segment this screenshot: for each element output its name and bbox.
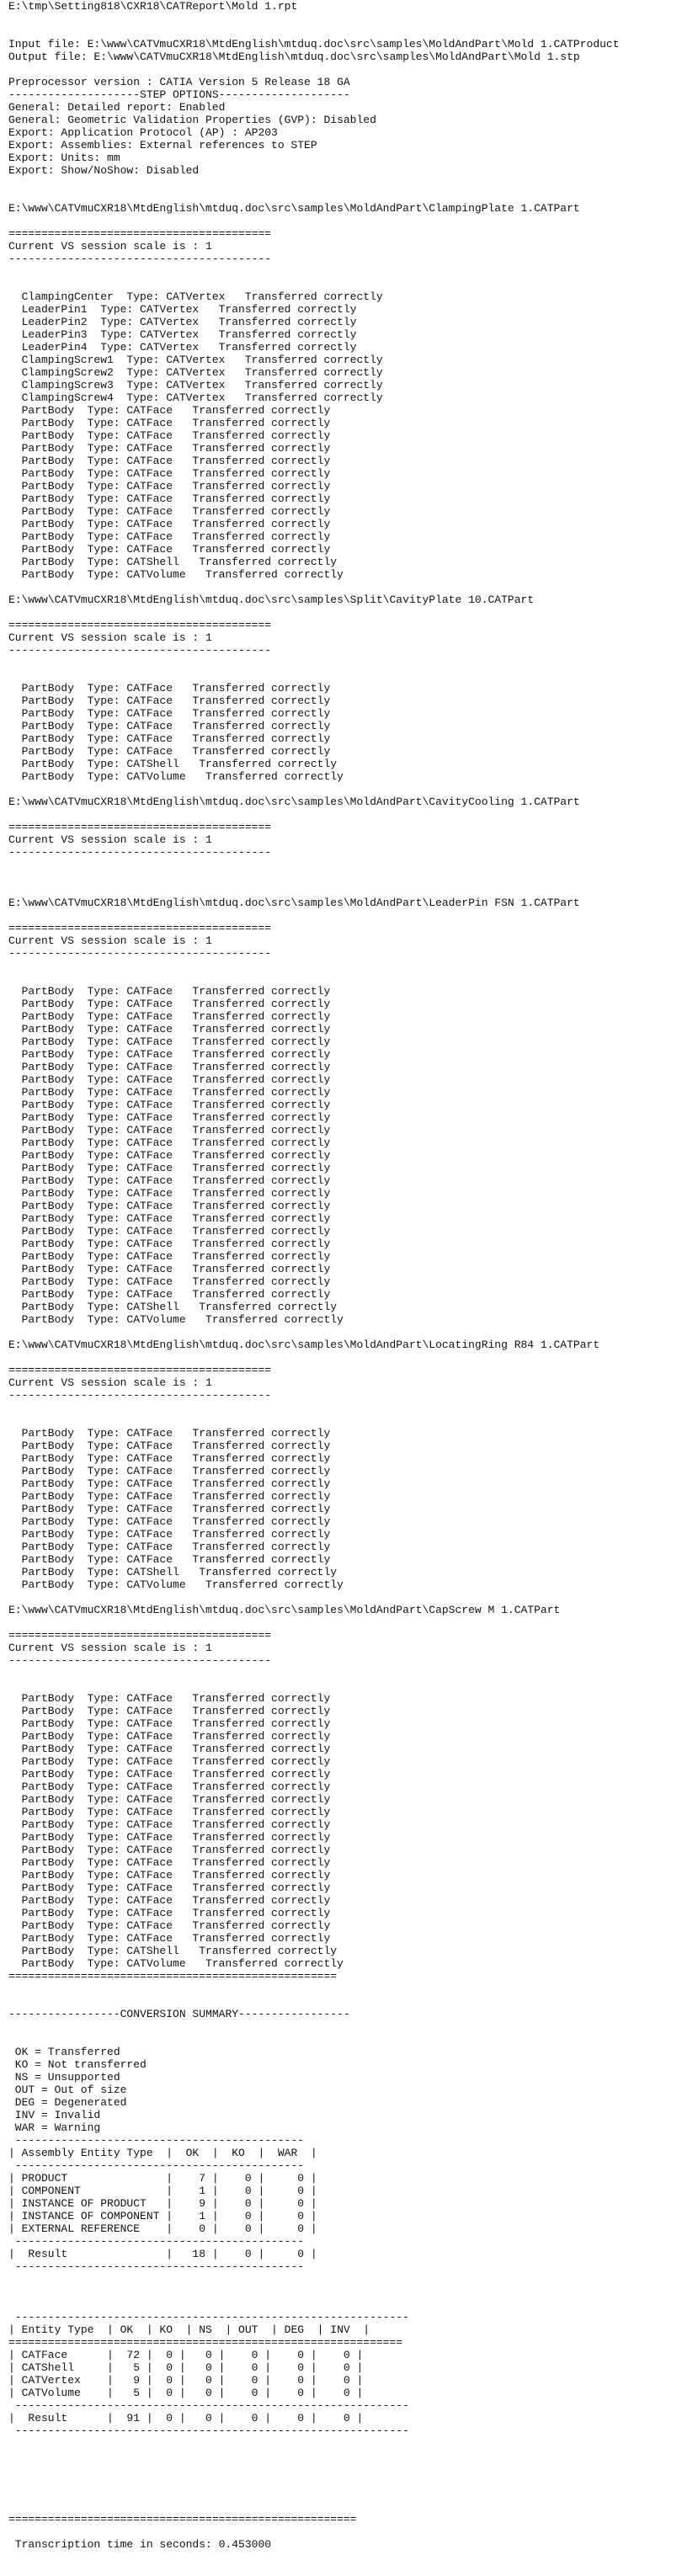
blank-line (8, 1679, 698, 1692)
blank-line (8, 1995, 698, 2008)
transfer-entry: LeaderPin3 Type: CATVertex Transferred correctly (21, 328, 357, 341)
transfer-entry: PartBody Type: CATFace Transferred correctly (21, 1831, 331, 1844)
blank-line (8, 2286, 698, 2298)
transfer-entry: PartBody Type: CATFace Transferred correctly (21, 1856, 331, 1869)
blank-line (8, 2437, 698, 2450)
end-rule: ================================================== (8, 1970, 338, 1983)
step-option-line: Export: Units: mm (8, 152, 120, 164)
transfer-entry: ClampingCenter Type: CATVertex Transferred correctly (21, 290, 383, 303)
transfer-entry: PartBody Type: CATFace Transferred correctly (21, 1869, 331, 1881)
blank-line (8, 581, 698, 593)
assembly-table-rule: -------------------------------------------- (14, 2235, 305, 2248)
transfer-entry: PartBody Type: CATFace Transferred correctly (21, 455, 331, 467)
blank-line (8, 960, 698, 972)
transfer-entry: PartBody Type: CATVolume Transferred correctly (21, 1578, 344, 1591)
transfer-entry: PartBody Type: CATFace Transferred correctly (21, 1881, 331, 1894)
part-path: E:\www\CATVmuCXR18\MtdEnglish\mtduq.doc\src\samples\MoldAndPart\CavityCooling 1.CATPart (8, 796, 580, 808)
section-rule: ======================================== (8, 821, 272, 833)
transfer-entry: PartBody Type: CATFace Transferred correctly (21, 745, 331, 758)
transfer-entry: PartBody Type: CATFace Transferred correctly (21, 1288, 331, 1301)
transfer-entry: PartBody Type: CATFace Transferred correctly (21, 707, 331, 720)
transfer-entry: PartBody Type: CATFace Transferred correctly (21, 442, 331, 455)
transfer-entry: PartBody Type: CATFace Transferred correctly (21, 1932, 331, 1945)
section-rule: ======================================== (8, 227, 272, 240)
legend-line: INV = Invalid (14, 2109, 101, 2121)
transfer-entry: ClampingScrew2 Type: CATVertex Transferred correctly (21, 366, 383, 379)
assembly-table-rule: -------------------------------------------- (14, 2159, 305, 2172)
step-option-line: Export: Application Protocol (AP) : AP203 (8, 126, 278, 139)
blank-line (8, 177, 698, 189)
blank-line (8, 1402, 698, 1414)
step-option-line: Export: Assemblies: External references to STEP (8, 139, 317, 152)
transfer-entry: PartBody Type: CATFace Transferred correctly (21, 1503, 331, 1515)
transfer-entry: PartBody Type: CATFace Transferred correctly (21, 1250, 331, 1263)
transfer-entry: PartBody Type: CATShell Transferred correctly (21, 1301, 338, 1313)
section-rule: ---------------------------------------- (8, 1389, 272, 1402)
transfer-entry: PartBody Type: CATFace Transferred correctly (21, 1553, 331, 1566)
transfer-entry: PartBody Type: CATFace Transferred correctly (21, 1780, 331, 1793)
transfer-entry: PartBody Type: CATFace Transferred correctly (21, 1212, 331, 1225)
assembly-table-rule: -------------------------------------------- (14, 2260, 305, 2273)
blank-line (8, 1351, 698, 1364)
transfer-entry: PartBody Type: CATFace Transferred correctly (21, 1528, 331, 1541)
step-option-line: General: Detailed report: Enabled (8, 101, 226, 114)
transfer-entry: PartBody Type: CATFace Transferred correctly (21, 1048, 331, 1061)
transfer-entry: PartBody Type: CATFace Transferred correctly (21, 1263, 331, 1275)
transfer-entry: PartBody Type: CATFace Transferred correctly (21, 1919, 331, 1932)
transfer-entry: LeaderPin2 Type: CATVertex Transferred correctly (21, 316, 357, 328)
transfer-entry: PartBody Type: CATShell Transferred correctly (21, 758, 338, 770)
final-rule: ===================================================== (8, 2513, 357, 2525)
transfer-entry: LeaderPin1 Type: CATVertex Transferred correctly (21, 303, 357, 316)
transfer-entry: PartBody Type: CATFace Transferred correctly (21, 518, 331, 530)
section-rule: ---------------------------------------- (8, 253, 272, 265)
transfer-entry: PartBody Type: CATFace Transferred correctly (21, 720, 331, 732)
section-rule: ======================================== (8, 1629, 272, 1642)
section-rule: ======================================== (8, 922, 272, 934)
transfer-entry: PartBody Type: CATFace Transferred correctly (21, 1818, 331, 1831)
transfer-entry: PartBody Type: CATFace Transferred correctly (21, 695, 331, 707)
transfer-entry: PartBody Type: CATFace Transferred correctly (21, 1162, 331, 1174)
output-file-line: Output file: E:\www\CATVmuCXR18\MtdEnglish\mtduq.doc\src\samples\MoldAndPart\Mold 1.stp (8, 51, 580, 63)
entity-table-row: | CATVolume | 5 | 0 | 0 | 0 | 0 | 0 | (8, 2387, 364, 2399)
transfer-entry: PartBody Type: CATVolume Transferred correctly (21, 770, 344, 783)
blank-line (8, 2273, 698, 2286)
legend-line: OK = Transferred (14, 2046, 120, 2058)
part-path: E:\www\CATVmuCXR18\MtdEnglish\mtduq.doc\src\samples\MoldAndPart\LocatingRing R84 1.CATPart (8, 1339, 600, 1351)
transfer-entry: PartBody Type: CATFace Transferred correctly (21, 1440, 331, 1452)
transfer-entry: PartBody Type: CATFace Transferred correctly (21, 1515, 331, 1528)
entity-table-rule: ============================================================ (8, 2336, 403, 2349)
entity-table-rule: ------------------------------------------------------------ (14, 2399, 409, 2412)
blank-line (8, 1667, 698, 1679)
transfer-entry: PartBody Type: CATFace Transferred correctly (21, 1452, 331, 1465)
entity-table-row: | CATFace | 72 | 0 | 0 | 0 | 0 | 0 | (8, 2349, 364, 2361)
blank-line (8, 63, 698, 76)
blank-line (8, 278, 698, 290)
transfer-entry: PartBody Type: CATFace Transferred correctly (21, 1907, 331, 1919)
transfer-entry: PartBody Type: CATFace Transferred correctly (21, 1174, 331, 1187)
transfer-entry: LeaderPin4 Type: CATVertex Transferred correctly (21, 341, 357, 354)
transfer-entry: PartBody Type: CATFace Transferred correctly (21, 1099, 331, 1111)
transfer-entry: PartBody Type: CATFace Transferred correctly (21, 998, 331, 1010)
transfer-entry: PartBody Type: CATFace Transferred correctly (21, 480, 331, 492)
section-rule: ======================================== (8, 619, 272, 631)
transfer-entry: PartBody Type: CATFace Transferred correctly (21, 1730, 331, 1743)
entity-table-row: | CATShell | 5 | 0 | 0 | 0 | 0 | 0 | (8, 2361, 364, 2374)
transfer-entry: PartBody Type: CATFace Transferred correctly (21, 1023, 331, 1035)
transfer-entry: PartBody Type: CATFace Transferred correctly (21, 1427, 331, 1440)
transfer-entry: PartBody Type: CATShell Transferred correctly (21, 1945, 338, 1957)
assembly-table-row: | INSTANCE OF PRODUCT | 9 | 0 | 0 | (8, 2197, 317, 2210)
blank-line (8, 265, 698, 278)
entity-table-row: | CATVertex | 9 | 0 | 0 | 0 | 0 | 0 | (8, 2374, 364, 2387)
transfer-entry: PartBody Type: CATFace Transferred correctly (21, 1136, 331, 1149)
transfer-entry: PartBody Type: CATFace Transferred correctly (21, 1692, 331, 1705)
part-path: E:\www\CATVmuCXR18\MtdEnglish\mtduq.doc\src\samples\Split\CavityPlate 10.CATPart (8, 593, 535, 606)
blank-line (8, 2450, 698, 2462)
transfer-entry: PartBody Type: CATFace Transferred correctly (21, 1541, 331, 1553)
assembly-table-rule: -------------------------------------------- (14, 2134, 305, 2147)
section-rule: ---------------------------------------- (8, 846, 272, 859)
assembly-table-row: | PRODUCT | 7 | 0 | 0 | (8, 2172, 317, 2185)
transfer-entry: PartBody Type: CATFace Transferred correctly (21, 1124, 331, 1136)
assembly-table-header: | Assembly Entity Type | OK | KO | WAR | (8, 2147, 317, 2159)
transfer-entry: PartBody Type: CATFace Transferred correctly (21, 505, 331, 518)
session-scale-line: Current VS session scale is : 1 (8, 833, 212, 846)
blank-line (8, 1616, 698, 1629)
transfer-entry: PartBody Type: CATFace Transferred correctly (21, 1200, 331, 1212)
transfer-entry: PartBody Type: CATShell Transferred correctly (21, 1566, 338, 1578)
assembly-table-row: | INSTANCE OF COMPONENT | 1 | 0 | 0 | (8, 2210, 317, 2222)
transcription-time: Transcription time in seconds: 0.453000 (14, 2538, 272, 2551)
blank-line (8, 2488, 698, 2500)
legend-line: DEG = Degenerated (14, 2096, 127, 2109)
blank-line (8, 1414, 698, 1427)
preprocessor-version: Preprocessor version : CATIA Version 5 Release 18 GA (8, 76, 350, 88)
blank-line (8, 189, 698, 202)
transfer-entry: PartBody Type: CATFace Transferred correctly (21, 417, 331, 429)
transfer-entry: PartBody Type: CATFace Transferred correctly (21, 1894, 331, 1907)
transfer-entry: PartBody Type: CATFace Transferred correctly (21, 429, 331, 442)
transfer-entry: PartBody Type: CATFace Transferred correctly (21, 1705, 331, 1717)
transfer-entry: PartBody Type: CATFace Transferred correctly (21, 682, 331, 695)
blank-line (8, 2525, 698, 2538)
transfer-entry: PartBody Type: CATVolume Transferred correctly (21, 1957, 344, 1970)
transfer-entry: PartBody Type: CATFace Transferred correctly (21, 467, 331, 480)
transfer-entry: PartBody Type: CATFace Transferred correctly (21, 492, 331, 505)
transfer-entry: ClampingScrew3 Type: CATVertex Transferred correctly (21, 379, 383, 391)
conversion-summary-header: -----------------CONVERSION SUMMARY----------------- (8, 2008, 350, 2020)
transfer-entry: ClampingScrew4 Type: CATVertex Transferred correctly (21, 391, 383, 404)
entity-table-rule: ------------------------------------------------------------ (14, 2311, 409, 2323)
session-scale-line: Current VS session scale is : 1 (8, 1642, 212, 1654)
transfer-entry: PartBody Type: CATFace Transferred correctly (21, 1086, 331, 1099)
transfer-entry: PartBody Type: CATVolume Transferred correctly (21, 568, 344, 581)
transfer-entry: PartBody Type: CATFace Transferred correctly (21, 1275, 331, 1288)
transfer-entry: ClampingScrew1 Type: CATVertex Transferred correctly (21, 354, 383, 366)
session-scale-line: Current VS session scale is : 1 (8, 1376, 212, 1389)
blank-line (8, 871, 698, 884)
transfer-entry: PartBody Type: CATFace Transferred correctly (21, 1111, 331, 1124)
blank-line (8, 25, 698, 38)
part-path: E:\www\CATVmuCXR18\MtdEnglish\mtduq.doc\src\samples\MoldAndPart\ClampingPlate 1.CATPart (8, 202, 580, 215)
transfer-entry: PartBody Type: CATVolume Transferred correctly (21, 1313, 344, 1326)
blank-line (8, 2033, 698, 2046)
transfer-entry: PartBody Type: CATFace Transferred correctly (21, 1743, 331, 1755)
transfer-entry: PartBody Type: CATFace Transferred correctly (21, 1768, 331, 1780)
transfer-entry: PartBody Type: CATFace Transferred correctly (21, 530, 331, 543)
session-scale-line: Current VS session scale is : 1 (8, 631, 212, 644)
section-rule: ---------------------------------------- (8, 1654, 272, 1667)
transfer-entry: PartBody Type: CATFace Transferred correctly (21, 1806, 331, 1818)
transfer-entry: PartBody Type: CATFace Transferred correctly (21, 1490, 331, 1503)
transfer-entry: PartBody Type: CATFace Transferred correctly (21, 1061, 331, 1073)
transfer-entry: PartBody Type: CATFace Transferred correctly (21, 1237, 331, 1250)
blank-line (8, 657, 698, 669)
blank-line (8, 13, 698, 25)
legend-line: KO = Not transferred (14, 2058, 147, 2071)
assembly-table-row: | EXTERNAL REFERENCE | 0 | 0 | 0 | (8, 2222, 317, 2235)
transfer-entry: PartBody Type: CATFace Transferred correctly (21, 1010, 331, 1023)
blank-line (8, 808, 698, 821)
blank-line (8, 606, 698, 619)
transfer-entry: PartBody Type: CATFace Transferred correctly (21, 1149, 331, 1162)
entity-table-rule: ------------------------------------------------------------ (14, 2424, 409, 2437)
blank-line (8, 2298, 698, 2311)
legend-line: NS = Unsupported (14, 2071, 120, 2084)
blank-line (8, 215, 698, 227)
transfer-entry: PartBody Type: CATFace Transferred correctly (21, 543, 331, 556)
blank-line (8, 972, 698, 985)
transfer-entry: PartBody Type: CATFace Transferred correctly (21, 1225, 331, 1237)
step-options-header: --------------------STEP OPTIONS-------------------- (8, 88, 350, 101)
blank-line (8, 783, 698, 796)
entity-table-result: | Result | 91 | 0 | 0 | 0 | 0 | 0 | (8, 2412, 364, 2424)
session-scale-line: Current VS session scale is : 1 (8, 934, 212, 947)
session-scale-line: Current VS session scale is : 1 (8, 240, 212, 253)
transfer-entry: PartBody Type: CATFace Transferred correctly (21, 985, 331, 998)
blank-line (8, 1326, 698, 1339)
section-rule: ---------------------------------------- (8, 947, 272, 960)
transfer-entry: PartBody Type: CATFace Transferred correctly (21, 1035, 331, 1048)
section-rule: ---------------------------------------- (8, 644, 272, 657)
transfer-entry: PartBody Type: CATFace Transferred correctly (21, 1717, 331, 1730)
blank-line (8, 669, 698, 682)
transfer-entry: PartBody Type: CATFace Transferred correctly (21, 1187, 331, 1200)
part-path: E:\www\CATVmuCXR18\MtdEnglish\mtduq.doc\src\samples\MoldAndPart\LeaderPin FSN 1.CATPart (8, 897, 580, 909)
input-file-line: Input file: E:\www\CATVmuCXR18\MtdEnglish\mtduq.doc\src\samples\MoldAndPart\Mold 1.CATProduct (8, 38, 620, 51)
transfer-entry: PartBody Type: CATFace Transferred correctly (21, 404, 331, 417)
blank-line (8, 2020, 698, 2033)
transfer-entry: PartBody Type: CATFace Transferred correctly (21, 1793, 331, 1806)
transfer-entry: PartBody Type: CATFace Transferred correctly (21, 1755, 331, 1768)
blank-line (8, 909, 698, 922)
step-option-line: Export: Show/NoShow: Disabled (8, 164, 200, 177)
blank-line (8, 1591, 698, 1604)
blank-line (8, 884, 698, 897)
legend-line: WAR = Warning (14, 2121, 101, 2134)
section-rule: ======================================== (8, 1364, 272, 1376)
assembly-table-row: | COMPONENT | 1 | 0 | 0 | (8, 2185, 317, 2197)
blank-line (8, 859, 698, 871)
blank-line (8, 2462, 698, 2475)
part-path: E:\www\CATVmuCXR18\MtdEnglish\mtduq.doc\src\samples\MoldAndPart\CapScrew M 1.CATPart (8, 1604, 561, 1616)
transfer-entry: PartBody Type: CATFace Transferred correctly (21, 1477, 331, 1490)
transfer-entry: PartBody Type: CATShell Transferred correctly (21, 556, 338, 568)
legend-line: OUT = Out of size (14, 2084, 127, 2096)
transfer-entry: PartBody Type: CATFace Transferred correctly (21, 732, 331, 745)
blank-line (8, 2475, 698, 2488)
transfer-entry: PartBody Type: CATFace Transferred correctly (21, 1844, 331, 1856)
transfer-entry: PartBody Type: CATFace Transferred correctly (21, 1465, 331, 1477)
assembly-table-result: | Result | 18 | 0 | 0 | (8, 2248, 317, 2260)
blank-line (8, 1983, 698, 1995)
report-path: E:\tmp\Setting818\CXR18\CATReport\Mold 1.rpt (8, 0, 298, 13)
blank-line (8, 2500, 698, 2513)
step-option-line: General: Geometric Validation Properties (GVP): Disabled (8, 114, 376, 126)
entity-table-header: | Entity Type | OK | KO | NS | OUT | DEG | INV | (8, 2323, 370, 2336)
transfer-entry: PartBody Type: CATFace Transferred correctly (21, 1073, 331, 1086)
